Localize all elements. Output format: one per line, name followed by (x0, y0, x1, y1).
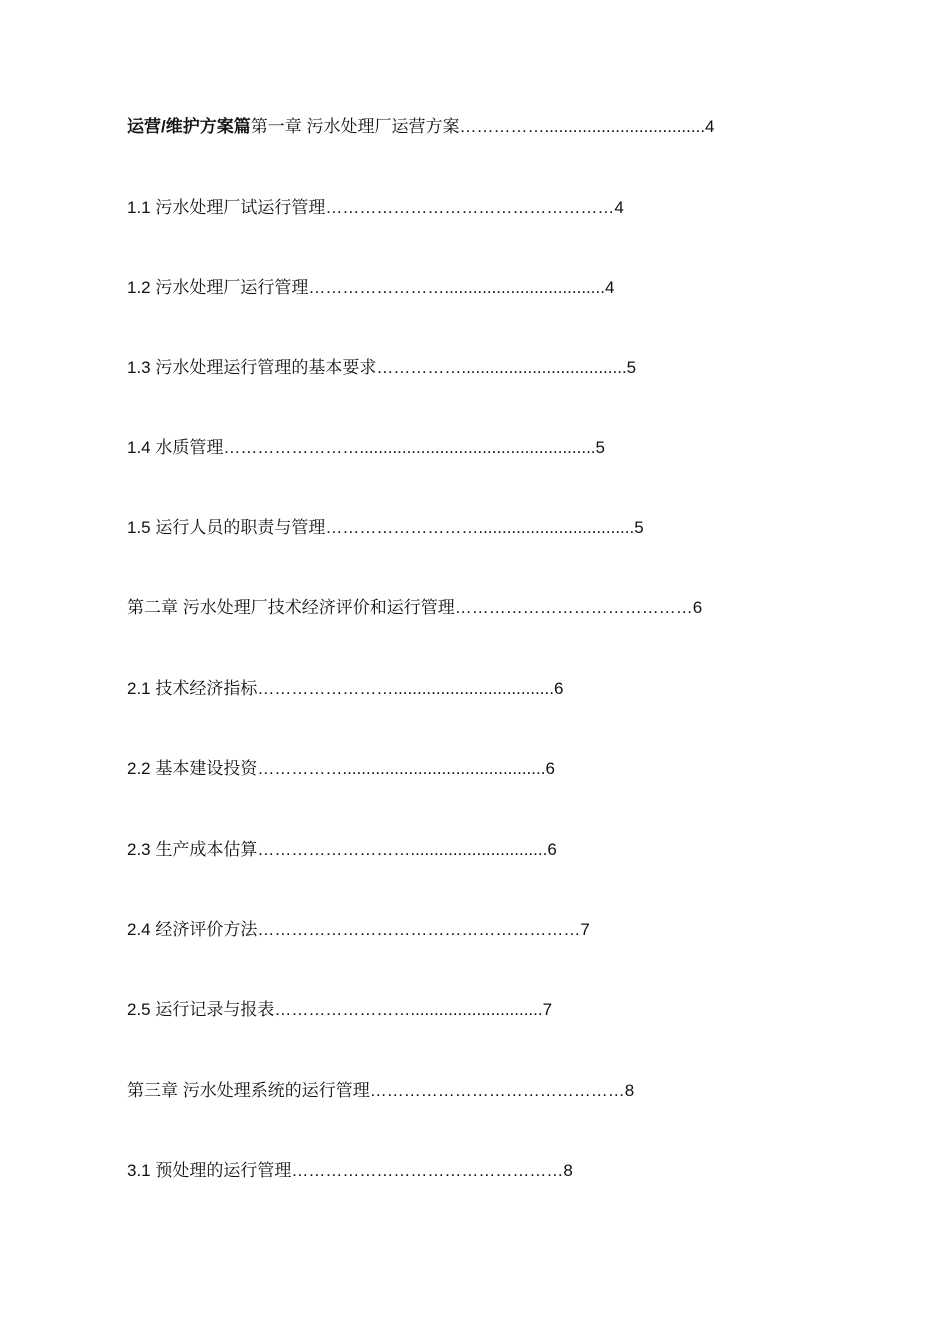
toc-entry-3-1[interactable] (127, 1159, 573, 1183)
toc-entry-1-1[interactable] (127, 196, 624, 220)
toc-entry-2-4[interactable] (127, 918, 590, 942)
toc-entry-text: 第三章 污水处理系统的运行管理………………………………………8 (127, 1081, 635, 1100)
toc-entry-2-1[interactable] (127, 677, 563, 701)
toc-entry-text: 2.4 经济评价方法…………………………………………………7 (127, 920, 590, 939)
toc-entry-text: 3.1 预处理的运行管理…………………………………………8 (127, 1161, 573, 1180)
toc-entry-text: 1.3 污水处理运行管理的基本要求……………...................................5 (127, 358, 637, 377)
toc-entry-chapter-3[interactable] (127, 1079, 634, 1103)
toc-entry-text: 2.2 基本建设投资……………...........................................6 (127, 759, 555, 778)
toc-entry-text: 第一章 污水处理厂运营方案……………..................................4 (250, 117, 715, 136)
toc-entry-text: 2.3 生产成本估算……………………….............................6 (127, 840, 557, 859)
toc-entry-text: 第二章 污水处理厂技术经济评价和运行管理……………………………………6 (127, 598, 703, 617)
toc-section-heading: 运营/维护方案篇 (127, 117, 251, 136)
toc-entry-1-2[interactable] (127, 276, 614, 300)
toc-entry-2-3[interactable] (127, 838, 557, 862)
toc-entry-2-2[interactable] (127, 757, 555, 781)
toc-entry-text: 2.1 技术经济指标……………………..................................6 (127, 679, 564, 698)
toc-entry-text: 1.2 污水处理厂运行管理……………………..................................4 (127, 278, 615, 297)
toc-entry-chapter-1[interactable] (127, 115, 715, 139)
toc-entry-text: 1.4 水质管理……………………..................................................5 (127, 438, 605, 457)
toc-entry-1-5[interactable] (127, 516, 644, 540)
toc-entry-chapter-2[interactable] (127, 596, 702, 620)
toc-entry-1-3[interactable] (127, 356, 636, 380)
toc-entry-text: 1.1 污水处理厂试运行管理……………………………………………4 (127, 198, 624, 217)
toc-entry-text: 1.5 运行人员的职责与管理……………………….................................5 (127, 518, 644, 537)
toc-entry-text: 2.5 运行记录与报表……………………............................7 (127, 1000, 553, 1019)
toc-entry-2-5[interactable] (127, 998, 552, 1022)
toc-entry-1-4[interactable] (127, 436, 605, 460)
